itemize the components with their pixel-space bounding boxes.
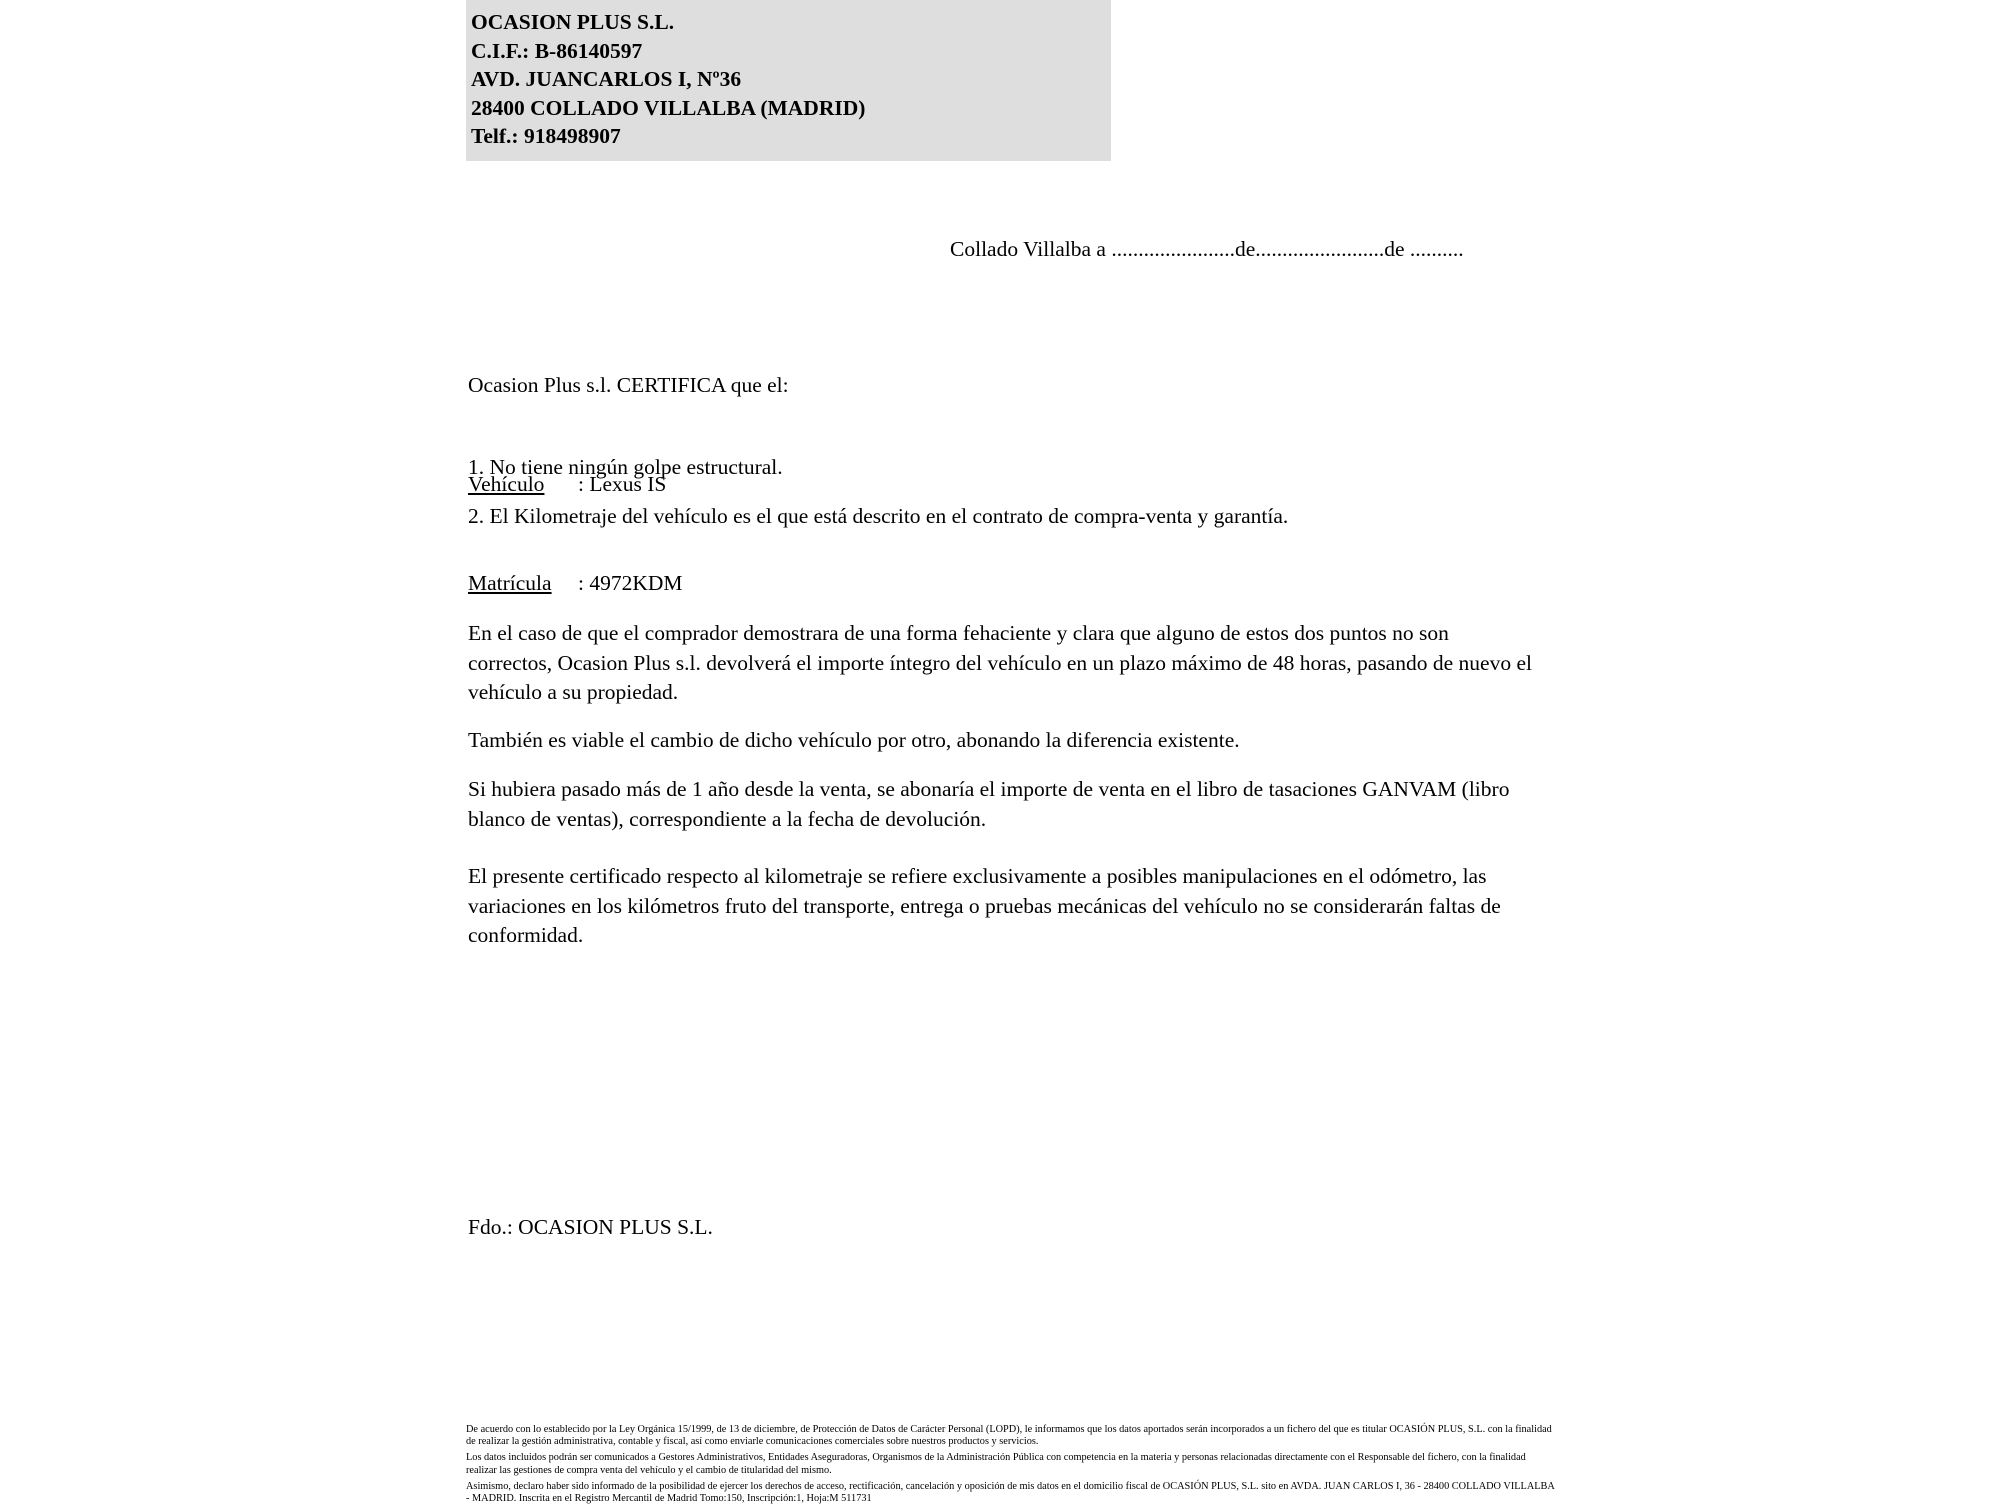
certification-point-2: 2. El Kilometraje del vehículo es el que está descrito en el contrato de compra-venta y garantía. [468,504,1289,528]
letterhead-city: 28400 COLLADO VILLALBA (MADRID) [471,95,866,120]
plate-label: Matrícula [468,571,552,595]
certifies-intro: Ocasion Plus s.l. CERTIFICA que el: [468,373,789,397]
letterhead-address: AVD. JUANCARLOS I, Nº36 [471,67,742,91]
plate-row [468,567,789,600]
letterhead-phone: Telf.: 918498907 [471,124,621,148]
certifies-block [468,303,789,666]
legal-footer [466,1424,1556,1505]
vehicle-label: Vehículo [468,472,545,496]
paragraph-vehicle-exchange: También es viable el cambio de dicho vehículo por otro, abonando la diferencia existente. [468,728,1240,752]
paragraph-refund-terms: En el caso de que el comprador demostrara de una forma fehaciente y clara que alguno de estos dos puntos no son correctos, Ocasion Plus s.l. devolverá el importe íntegro del vehículo en un plazo máximo de 48 horas, pasando de nuevo el vehículo a su propiedad. [468,621,1532,704]
legal-paragraph-3: Asimismo, declaro haber sido informado de la posibilidad de ejercer los derechos de acceso, rectificación, cancelación y oposición de mis datos en el domicilio fiscal de OCASIÓN PLUS, S.L. sito en AVDA. JUAN CARLOS I, 36 - 28400 COLLADO VILLALBA - MADRID. Inscrita en el Registro Mercantil de Madrid Tomo:150, Inscripción:1, Hoja:M 511731 [466,1480,1555,1505]
letterhead-block [466,0,1111,161]
signature-line: Fdo.: OCASION PLUS S.L. [468,1215,713,1239]
plate-value: : 4972KDM [578,571,683,595]
paragraph-odometer-clause: El presente certificado respecto al kilometraje se refiere exclusivamente a posibles manipulaciones en el odómetro, las variaciones en los kilómetros fruto del transporte, entrega o pruebas mecánicas del vehículo no se considerarán faltas de conformidad. [468,864,1501,947]
legal-paragraph-1: De acuerdo con lo establecido por la Ley Orgánica 15/1999, de 13 de diciembre, de Protección de Datos de Carácter Personal (LOPD), le informamos que los datos aportados serán incorporados a un fichero del que es titular OCASIÓN PLUS, S.L. con la finalidad de realizar la gestión administrativa, contable y fiscal, así como enviarle comunicaciones comerciales sobre nuestros productos y servicios. [466,1424,1552,1448]
paragraph-one-year-clause: Si hubiera pasado más de 1 año desde la venta, se abonaría el importe de venta en el libro de tasaciones GANVAM (libro blanco de ventas), correspondiente a la fecha de devolución. [468,777,1510,831]
certification-point-1: 1. No tiene ningún golpe estructural. [468,455,783,479]
letterhead-cif: C.I.F.: B-86140597 [471,38,643,63]
vehicle-value: : Lexus IS [578,472,667,496]
legal-paragraph-2: Los datos incluidos podrán ser comunicados a Gestores Administrativos, Entidades Aseguradoras, Organismos de la Administración Pública con competencia en la materia y personas relacionadas directamente con el Responsable del fichero, con la finalidad realizar las gestiones de compra venta del vehículo y el cambio de titularidad del mismo. [466,1452,1526,1476]
letterhead-company-name: OCASION PLUS S.L. [471,10,675,34]
date-line: Collado Villalba a .......................de........................de .......... [950,237,1464,261]
